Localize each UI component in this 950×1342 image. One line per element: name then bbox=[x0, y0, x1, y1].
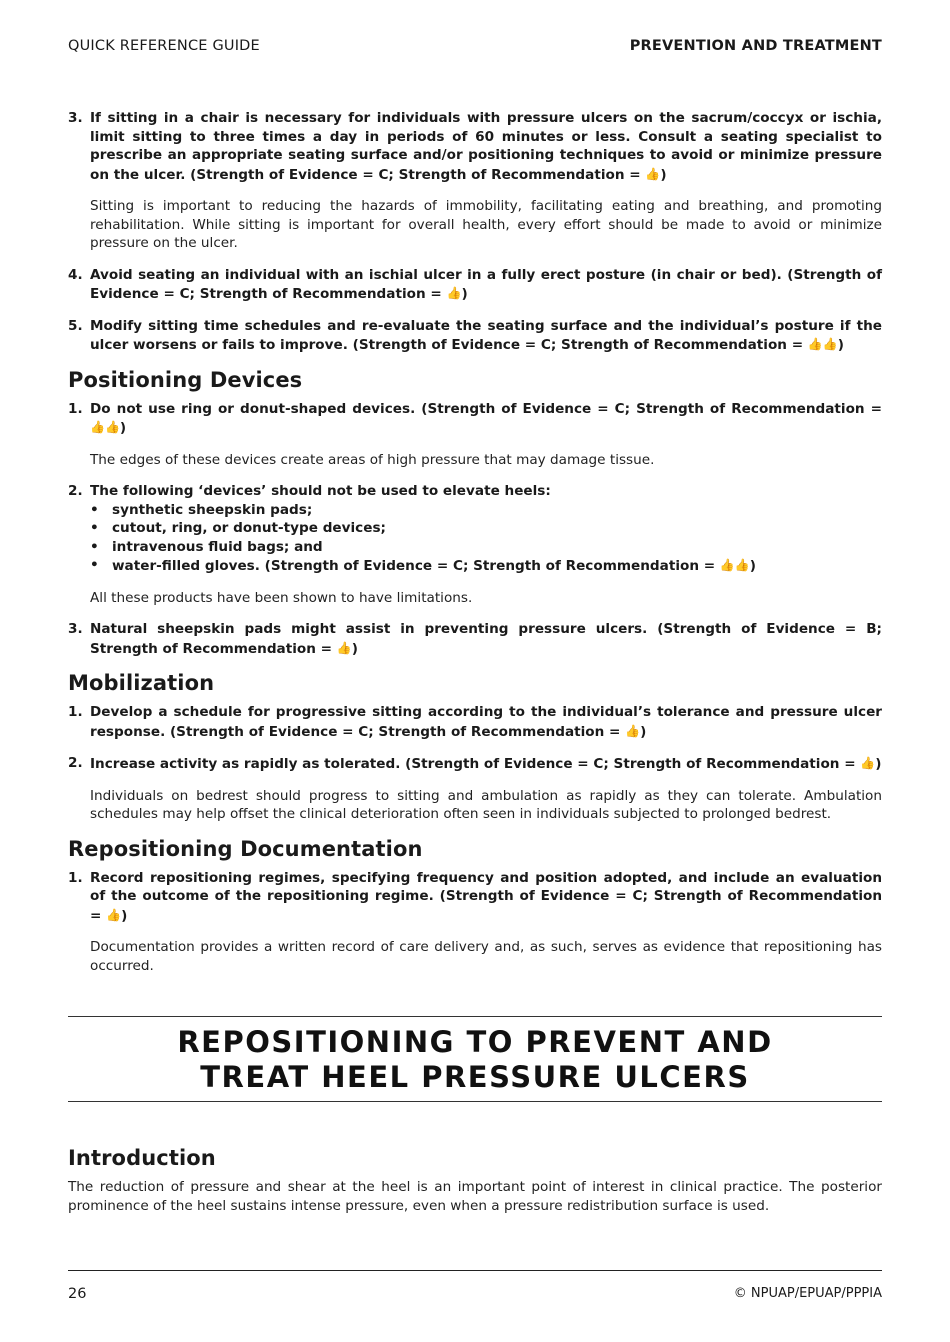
header-left: QUICK REFERENCE GUIDE bbox=[68, 38, 260, 54]
section-title bbox=[68, 1016, 882, 1102]
rec-text: Do not use ring or donut-shaped devices. (Strength of Evidence = C; Strength of Recommendation = 👍👍) bbox=[90, 400, 882, 436]
copyright: © NPUAP/EPUAP/PPPIA bbox=[733, 1286, 882, 1301]
thumbs-up-icon: 👍 bbox=[860, 756, 876, 770]
rec-number: 3. bbox=[68, 621, 83, 637]
thumbs-up-icon: 👍 bbox=[446, 286, 462, 300]
rec-rationale: All these products have been shown to have limitations. bbox=[90, 589, 473, 606]
rec-text: Natural sheepskin pads might assist in preventing pressure ulcers. (Strength of Evidence = B; Strength of Recommendation = 👍) bbox=[90, 621, 882, 657]
thumbs-up-icon: 👍 bbox=[336, 640, 352, 655]
rec-text: Develop a schedule for progressive sitting according to the individual’s tolerance and pressure ulcer response. (Strength of Evidence = C; Strength of Recommendation = 👍) bbox=[90, 704, 882, 740]
recommendation bbox=[68, 317, 882, 355]
list-item: • intravenous fluid bags; and bbox=[90, 538, 323, 555]
rec-text: Record repositioning regimes, specifying frequency and position adopted, and include an evaluation of the outcome of the repositioning regime. (Strength of Evidence = C; Strength of Recommendation = 👍) bbox=[90, 869, 882, 924]
rec-rationale: Sitting is important to reducing the hazards of immobility, facilitating eating and breathing, and promoting rehabilitation. While sitting is important for overall health, every effort should be made to avoid or minimize pressure on the ulcer. bbox=[90, 198, 882, 251]
rec-text: If sitting in a chair is necessary for individuals with pressure ulcers on the sacrum/coccyx or ischia, limit sitting to three times a day in periods of 60 minutes or less. Consult a seating specialist to prescribe an appropriate seating surface and/or positioning techniques to avoid or minimize pressure on the ulcer. (Strength of Evidence = C; Strength of Recommendation = 👍) bbox=[90, 110, 882, 183]
thumbs-up-icon: 👍👍 bbox=[719, 558, 750, 572]
thumbs-up-icon: 👍👍 bbox=[90, 420, 120, 434]
bullet-list bbox=[90, 501, 882, 576]
thumbs-up-icon: 👍 bbox=[645, 166, 661, 181]
recommendation bbox=[68, 400, 882, 438]
rec-text: The following ‘devices’ should not be used to elevate heels: • synthetic sheepskin pads; • cutout, ring, or donut-type devices; • intravenous fluid bags; and • water-filled gloves. (Strength of Evidence = C; Strength of Recommendation = 👍👍) bbox=[90, 482, 882, 576]
section-title-line1: REPOSITIONING TO PREVENT AND bbox=[177, 1025, 773, 1059]
list-item: • synthetic sheepskin pads; bbox=[90, 501, 313, 518]
recommendation bbox=[68, 754, 882, 774]
rec-number: 1. bbox=[68, 400, 83, 417]
introduction-section bbox=[68, 1144, 882, 1215]
rec-number: 2. bbox=[68, 755, 83, 771]
rec-number: 1. bbox=[68, 704, 83, 720]
page-number: 26 bbox=[68, 1286, 87, 1302]
main-content bbox=[68, 109, 882, 988]
rec-number: 4. bbox=[68, 266, 83, 283]
recommendation bbox=[68, 620, 882, 658]
list-item: • water-filled gloves. (Strength of Evidence = C; Strength of Recommendation = 👍👍) bbox=[90, 557, 756, 574]
recommendation bbox=[68, 869, 882, 926]
subsection-title-repositioning-documentation: Repositioning Documentation bbox=[68, 836, 423, 861]
recommendation bbox=[68, 703, 882, 741]
section-title-line2: TREAT HEEL PRESSURE ULCERS bbox=[200, 1060, 750, 1094]
list-item: • cutout, ring, or donut-type devices; bbox=[90, 520, 386, 536]
page-footer bbox=[68, 1286, 882, 1302]
header-right: PREVENTION AND TREATMENT bbox=[629, 38, 882, 54]
rec-number: 3. bbox=[68, 110, 83, 126]
rec-number: 1. bbox=[68, 869, 83, 886]
rec-text: Avoid seating an individual with an ischial ulcer in a fully erect posture (in chair or bed). (Strength of Evidence = C; Strength of Recommendation = 👍) bbox=[90, 266, 882, 302]
subsection-title-mobilization: Mobilization bbox=[68, 671, 215, 695]
rec-rationale: The edges of these devices create areas of high pressure that may damage tissue. bbox=[90, 451, 655, 468]
rec-text: Modify sitting time schedules and re-evaluate the seating surface and the individual’s posture if the ulcer worsens or fails to improve. (Strength of Evidence = C; Strength of Recommendation = 👍👍) bbox=[90, 317, 882, 353]
subsection-title-positioning-devices: Positioning Devices bbox=[68, 367, 303, 392]
introduction-text: The reduction of pressure and shear at the heel is an important point of interest in clinical practice. The posterior prominence of the heel sustains intense pressure, even when a pressure redistribution surface is used. bbox=[68, 1179, 882, 1214]
recommendation bbox=[68, 266, 882, 304]
rec-number: 2. bbox=[68, 483, 83, 499]
thumbs-up-icon: 👍 bbox=[625, 723, 641, 738]
page-header bbox=[68, 38, 882, 54]
rec-rationale: Documentation provides a written record of care delivery and, as such, serves as evidence that repositioning has occurred. bbox=[90, 939, 882, 974]
footer-divider bbox=[68, 1270, 882, 1271]
rec-number: 5. bbox=[68, 317, 83, 334]
thumbs-up-icon: 👍👍 bbox=[807, 337, 838, 351]
rec-text: Increase activity as rapidly as tolerated. (Strength of Evidence = C; Strength of Recommendation = 👍) bbox=[90, 756, 882, 772]
recommendation bbox=[68, 109, 882, 184]
rec-rationale: Individuals on bedrest should progress to sitting and ambulation as rapidly as they can tolerate. Ambulation schedules may help offset the clinical deterioration often seen in individuals subjected to prolonged bedrest. bbox=[90, 787, 882, 822]
document-page bbox=[68, 0, 882, 1342]
subsection-title-introduction: Introduction bbox=[68, 1146, 216, 1170]
recommendation bbox=[68, 482, 882, 576]
thumbs-up-icon: 👍 bbox=[106, 907, 122, 922]
